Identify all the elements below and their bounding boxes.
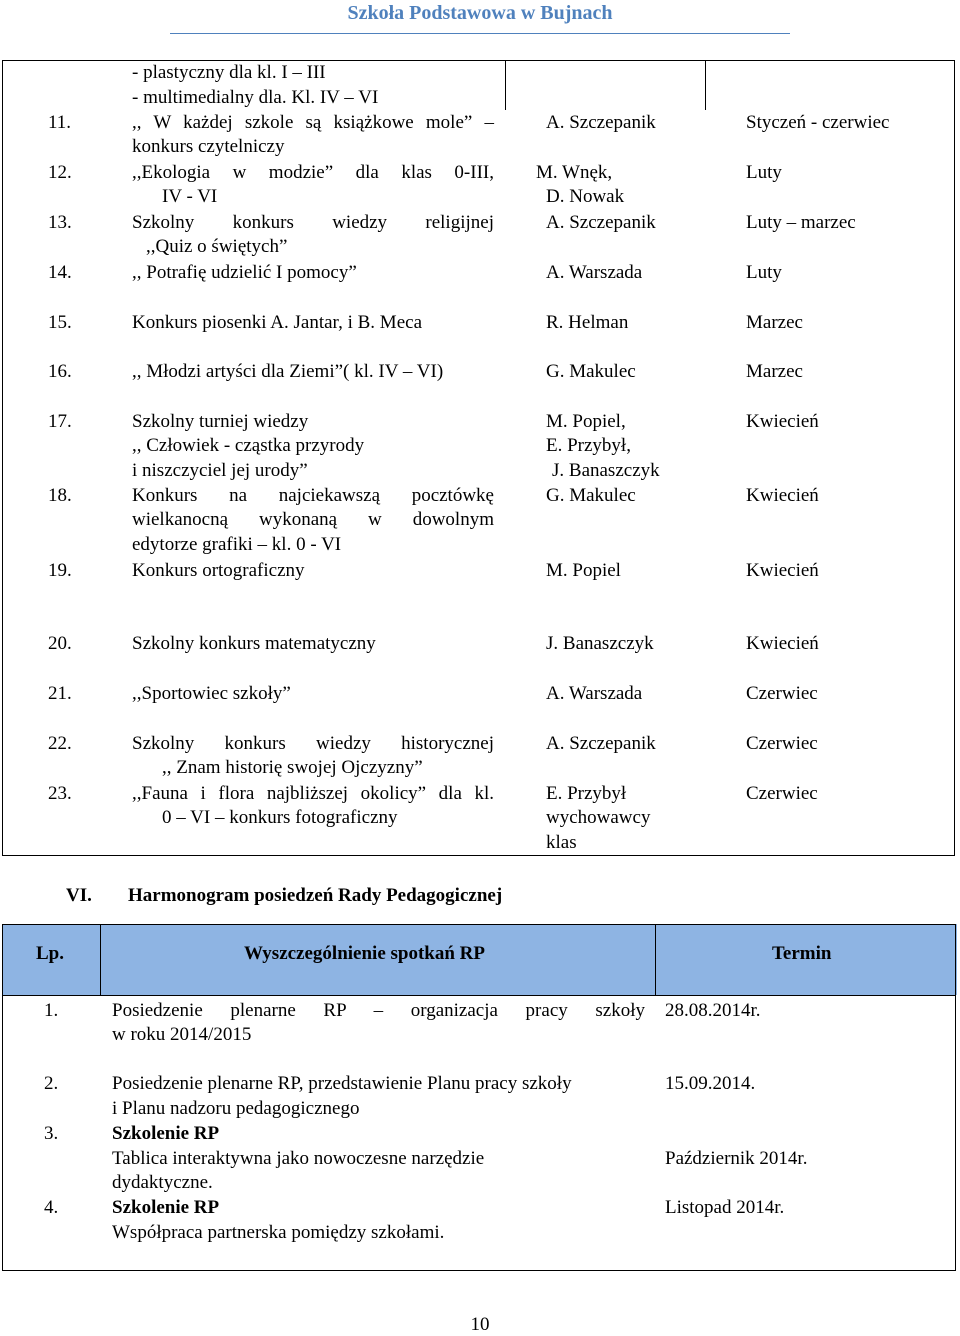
responsible-person: G. Makulec (546, 485, 636, 506)
term: Kwiecień (746, 485, 819, 506)
responsible-person: R. Helman (546, 312, 629, 333)
activity-line: ,, Znam historię swojej Ojczyzny” (162, 757, 423, 778)
row-number: 13. (48, 212, 72, 233)
term: Marzec (746, 312, 803, 333)
responsible-person: A. Szczepanik (546, 733, 656, 754)
responsible-person: klas (546, 832, 577, 853)
term: Styczeń - czerwiec (746, 112, 890, 133)
table-inner-divider (705, 60, 706, 110)
activity-line: IV - VI (162, 186, 218, 207)
responsible-person: J. Banaszczyk (546, 633, 654, 654)
row-number: 17. (48, 411, 72, 432)
activity-line: - plastyczny dla kl. I – III (132, 62, 326, 83)
term: Kwiecień (746, 633, 819, 654)
term: Marzec (746, 361, 803, 382)
activity-line: Konkurs na najciekawszą pocztówkę (132, 485, 494, 506)
meeting-title: Szkolenie RP (112, 1123, 220, 1144)
term: Luty – marzec (746, 212, 856, 233)
meeting-description: w roku 2014/2015 (112, 1024, 252, 1045)
table-header-divider (2, 995, 956, 996)
responsible-person: wychowawcy (546, 807, 651, 828)
meeting-number: 2. (44, 1073, 59, 1094)
activity-line: Konkurs piosenki A. Jantar, i B. Meca (132, 312, 423, 333)
responsible-person: M. Popiel (546, 560, 621, 581)
row-number: 11. (48, 112, 72, 133)
activity-line: Szkolny konkurs wiedzy religijnej (132, 212, 494, 233)
meeting-term: Październik 2014r. (665, 1148, 808, 1169)
activity-line: Szkolny turniej wiedzy (132, 411, 309, 432)
activity-line: ,, W każdej szkole są książkowe mole” – (132, 112, 494, 133)
term: Kwiecień (746, 411, 819, 432)
table-border-right (955, 924, 956, 1271)
row-number: 18. (48, 485, 72, 506)
meeting-description: Posiedzenie plenarne RP, przedstawienie Planu pracy szkoły (112, 1073, 572, 1094)
table-column-divider (655, 924, 656, 995)
activity-line: - multimedialny dla. Kl. IV – VI (132, 87, 379, 108)
meeting-description: Tablica interaktywna jako nowoczesne narzędzie (112, 1148, 485, 1169)
header-rule (170, 33, 790, 34)
term: Kwiecień (746, 560, 819, 581)
row-number: 19. (48, 560, 72, 581)
table-border-left (2, 924, 3, 1271)
row-number: 20. (48, 633, 72, 654)
row-number: 15. (48, 312, 72, 333)
responsible-person: G. Makulec (546, 361, 636, 382)
term: Czerwiec (746, 783, 818, 804)
activity-line: ,, Człowiek - cząstka przyrody (132, 435, 365, 456)
activity-line: 0 – VI – konkurs fotograficzny (162, 807, 398, 828)
header-description: Wyszczególnienie spotkań RP (244, 943, 486, 964)
section-title: Harmonogram posiedzeń Rady Pedagogicznej (128, 885, 503, 906)
responsible-person: M. Popiel, (546, 411, 626, 432)
meeting-number: 4. (44, 1197, 59, 1218)
row-number: 23. (48, 783, 72, 804)
activity-line: wielkanocną wykonaną w dowolnym (132, 509, 494, 530)
meeting-description: dydaktyczne. (112, 1172, 213, 1193)
responsible-person: A. Szczepanik (546, 212, 656, 233)
table-border-bottom (2, 1270, 956, 1271)
meeting-description: i Planu nadzoru pedagogicznego (112, 1098, 360, 1119)
activity-line: Konkurs ortograficzny (132, 560, 305, 581)
activity-line: ,,Fauna i flora najbliższej okolicy” dla kl. (132, 783, 494, 804)
row-number: 12. (48, 162, 72, 183)
table-border-bottom (2, 855, 955, 856)
responsible-person: J. Banaszczyk (552, 460, 660, 481)
row-number: 14. (48, 262, 72, 283)
table-border-top (2, 924, 956, 925)
meeting-term: Listopad 2014r. (665, 1197, 785, 1218)
term: Luty (746, 162, 782, 183)
meeting-term: 15.09.2014. (665, 1073, 756, 1094)
page-number: 10 (470, 1314, 490, 1335)
activity-line: ,, Młodzi artyści dla Ziemi”( kl. IV – VI) (132, 361, 444, 382)
activity-line: i niszczyciel jej urody” (132, 460, 308, 481)
responsible-person: E. Przybył, (546, 435, 631, 456)
term: Czerwiec (746, 683, 818, 704)
responsible-person: A. Warszada (546, 683, 643, 704)
header-lp: Lp. (36, 943, 64, 964)
row-number: 21. (48, 683, 72, 704)
table-border-right (954, 60, 955, 856)
term: Luty (746, 262, 782, 283)
meeting-description: Współpraca partnerska pomiędzy szkołami. (112, 1222, 445, 1243)
activity-line: ,,Quiz o świętych” (146, 236, 288, 257)
activity-line: edytorze grafiki – kl. 0 - VI (132, 534, 342, 555)
responsible-person: A. Szczepanik (546, 112, 656, 133)
activity-line: Szkolny konkurs wiedzy historycznej (132, 733, 494, 754)
activity-line: konkurs czytelniczy (132, 136, 285, 157)
page-header-title: Szkoła Podstawowa w Bujnach (347, 2, 613, 24)
meeting-description: Posiedzenie plenarne RP – organizacja pracy szkoły (112, 1000, 645, 1021)
term: Czerwiec (746, 733, 818, 754)
responsible-person: A. Warszada (546, 262, 643, 283)
table-column-divider (100, 924, 101, 995)
responsible-person: E. Przybył (546, 783, 627, 804)
header-term: Termin (772, 943, 832, 964)
row-number: 16. (48, 361, 72, 382)
table-inner-divider (505, 60, 506, 110)
activity-line: ,,Ekologia w modzie” dla klas 0-III, (132, 162, 494, 183)
activity-line: Szkolny konkurs matematyczny (132, 633, 376, 654)
meeting-number: 1. (44, 1000, 59, 1021)
activity-line: ,, Potrafię udzielić I pomocy” (132, 262, 357, 283)
meeting-number: 3. (44, 1123, 59, 1144)
meeting-title: Szkolenie RP (112, 1197, 220, 1218)
table-border-left (2, 60, 3, 856)
responsible-person: M. Wnęk, (536, 162, 613, 183)
section-number: VI. (66, 885, 92, 906)
responsible-person: D. Nowak (546, 186, 625, 207)
row-number: 22. (48, 733, 72, 754)
activity-line: ,,Sportowiec szkoły” (132, 683, 291, 704)
meeting-term: 28.08.2014r. (665, 1000, 761, 1021)
